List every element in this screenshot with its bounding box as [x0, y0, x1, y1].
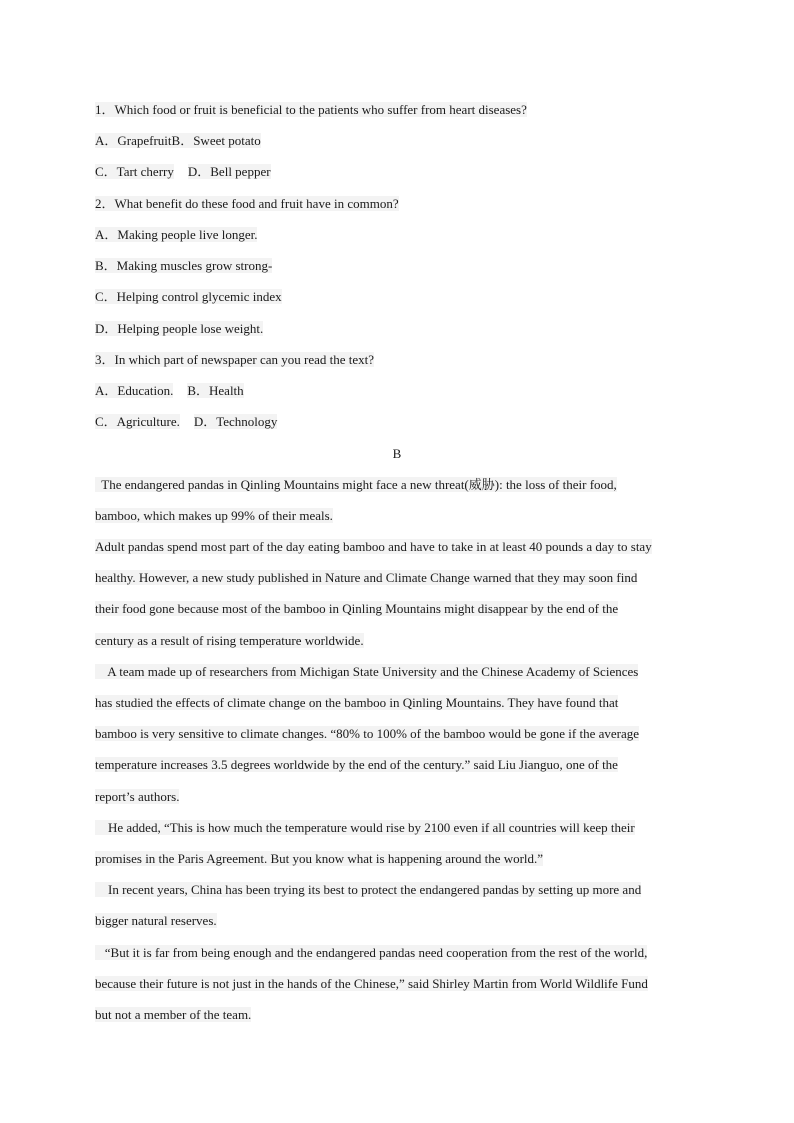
question-2-option-d: [95, 321, 263, 337]
question-2-option-c-text: C．Helping control glycemic index: [95, 289, 282, 304]
passage-line-text: century as a result of rising temperature worldwide.: [95, 633, 364, 648]
passage-line-text: has studied the effects of climate change on the bamboo in Qinling Mountains. They have found that: [95, 695, 619, 710]
question-2-option-d-text: D．Helping people lose weight.: [95, 321, 264, 336]
passage-line-text: “But it is far from being enough and the endangered pandas need cooperation from the rest of the world,: [95, 945, 648, 960]
question-1-option-ab: [95, 133, 261, 149]
passage-line: [95, 820, 635, 836]
question-1-option-c: C．Tart cherry: [95, 164, 174, 179]
passage-line-text: promises in the Paris Agreement. But you know what is happening around the world.”: [95, 851, 544, 866]
passage-line-text: because their future is not just in the hands of the Chinese,” said Shirley Martin from World Wildlife Fund: [95, 976, 648, 991]
passage-line-text: bamboo is very sensitive to climate changes. “80% to 100% of the bamboo would be gone if the average: [95, 726, 640, 741]
passage-line: [95, 882, 641, 898]
passage-line: [95, 945, 647, 961]
passage-line: [95, 570, 637, 586]
passage-line: [95, 508, 333, 524]
passage-line-text: The endangered pandas in Qinling Mountains might face a new threat(威胁): the loss of their food,: [95, 477, 617, 492]
question-2-option-b: [95, 258, 272, 274]
question-1-option-cd: [95, 164, 271, 180]
passage-line: [95, 539, 652, 555]
question-3-stem: [95, 352, 374, 368]
passage-line-text: bamboo, which makes up 99% of their meals.: [95, 508, 333, 523]
passage-line-text: Adult pandas spend most part of the day eating bamboo and have to take in at least 40 pounds a day to stay: [95, 539, 652, 554]
passage-line: [95, 477, 617, 493]
passage-line: [95, 695, 618, 711]
question-2-option-a: [95, 227, 257, 243]
question-2-stem: [95, 196, 399, 212]
passage-line: [95, 726, 639, 742]
question-3-option-cd: [95, 414, 277, 430]
question-1-option-d: D．Bell pepper: [187, 164, 271, 179]
question-3-option-a: A．Education.: [95, 383, 174, 398]
passage-line-text: healthy. However, a new study published in Nature and Climate Change warned that they may soon find: [95, 570, 638, 585]
passage-line: [95, 633, 364, 649]
question-3-stem-text: 3．In which part of newspaper can you read the text?: [95, 352, 375, 367]
question-3-option-ab: [95, 383, 244, 399]
question-2-option-b-text: B．Making muscles grow strong-: [95, 258, 273, 273]
question-2-stem-text: 2．What benefit do these food and fruit have in common?: [95, 196, 399, 211]
question-3-option-d: D．Technology: [193, 414, 278, 429]
question-1-stem-text: 1．Which food or fruit is beneficial to the patients who suffer from heart diseases?: [95, 102, 527, 117]
passage-line-text: report’s authors.: [95, 789, 180, 804]
passage-line-text: A team made up of researchers from Michigan State University and the Chinese Academy of Sciences: [95, 664, 639, 679]
passage-line-text: bigger natural reserves.: [95, 913, 217, 928]
passage-line-text: He added, “This is how much the temperature would rise by 2100 even if all countries will keep their: [95, 820, 635, 835]
question-1-option-ab-text: A．GrapefruitB．Sweet potato: [95, 133, 261, 148]
question-1-stem: [95, 102, 527, 118]
question-3-option-b: B．Health: [187, 383, 244, 398]
passage-line-text: temperature increases 3.5 degrees worldwide by the end of the century.” said Liu Jianguo, one of the: [95, 757, 618, 772]
passage-line-text: but not a member of the team.: [95, 1007, 252, 1022]
passage-heading: B: [392, 446, 402, 461]
passage-line: [95, 664, 638, 680]
passage-line-text: In recent years, China has been trying its best to protect the endangered pandas by setting up more and: [95, 882, 642, 897]
question-2-option-a-text: A．Making people live longer.: [95, 227, 258, 242]
passage-line: [95, 1007, 251, 1023]
passage-line: [95, 976, 648, 992]
passage-line: [95, 913, 217, 929]
passage-line-text: their food gone because most of the bamboo in Qinling Mountains might disappear by the end of the: [95, 601, 619, 616]
passage-line: [95, 789, 179, 805]
passage-line: [95, 757, 618, 773]
passage-line: [95, 851, 543, 867]
question-2-option-c: [95, 289, 282, 305]
question-3-option-c: C．Agriculture.: [95, 414, 180, 429]
passage-line: [95, 601, 618, 617]
